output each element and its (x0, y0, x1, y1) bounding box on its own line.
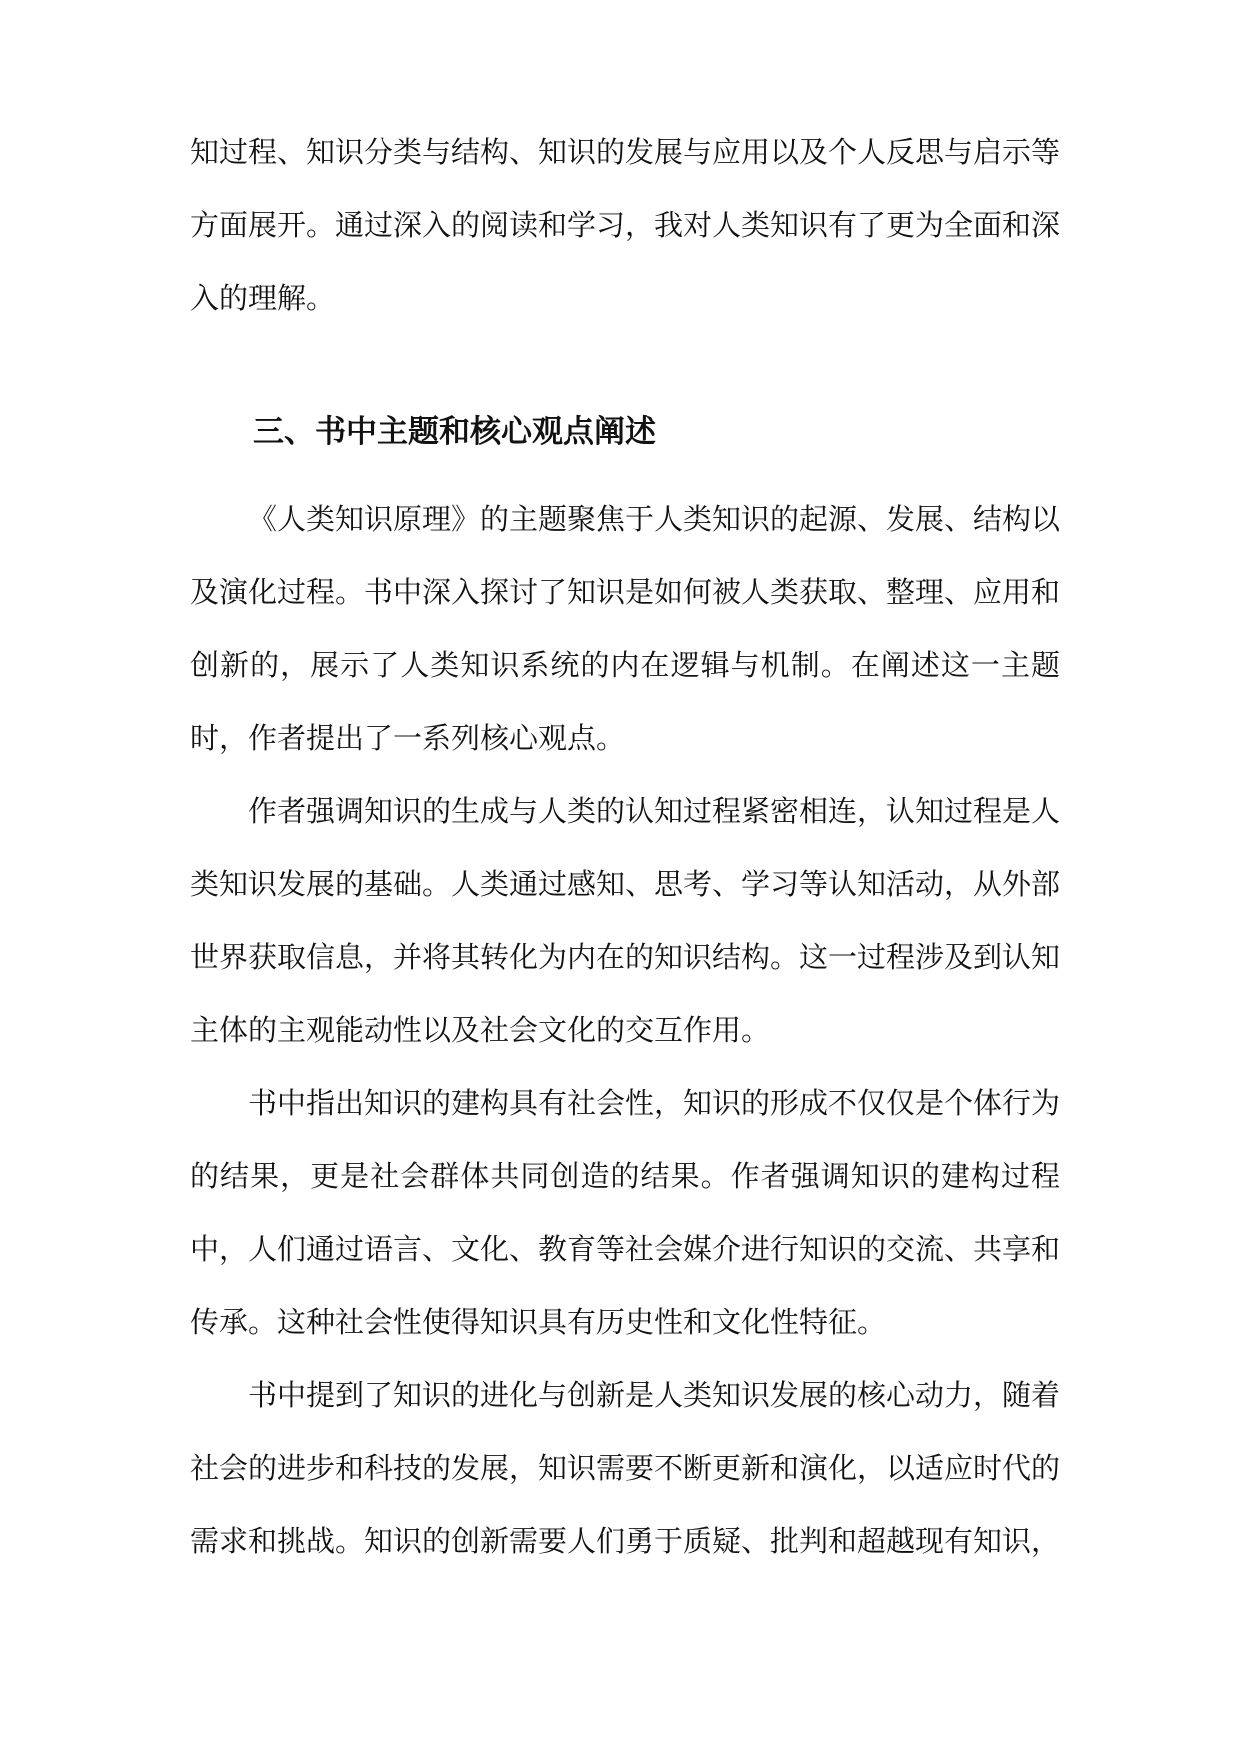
paragraph-theme: 《人类知识原理》的主题聚焦于人类知识的起源、发展、结构以及演化过程。书中深入探讨了知识是如何被人类获取、整理、应用和创新的，展示了人类知识系统的内在逻辑与机制。在阐述这一主题时，作者提出了一系列核心观点。 (190, 502, 1061, 755)
section-heading: 三、书中主题和核心观点阐述 (253, 414, 656, 450)
paragraph-intro: 知过程、知识分类与结构、知识的发展与应用以及个人反思与启示等方面展开。通过深入的阅读和学习，我对人类知识有了更为全面和深入的理解。 (190, 135, 1061, 315)
paragraph-innovation: 书中提到了知识的进化与创新是人类知识发展的核心动力，随着社会的进步和科技的发展，知识需要不断更新和演化，以适应时代的需求和挑战。知识的创新需要人们勇于质疑、批判和超越现有知识， (190, 1378, 1061, 1558)
paragraph-cognition: 作者强调知识的生成与人类的认知过程紧密相连，认知过程是人类知识发展的基础。人类通过感知、思考、学习等认知活动，从外部世界获取信息，并将其转化为内在的知识结构。这一过程涉及到认知主体的主观能动性以及社会文化的交互作用。 (190, 794, 1061, 1047)
paragraph-social: 书中指出知识的建构具有社会性，知识的形成不仅仅是个体行为的结果，更是社会群体共同创造的结果。作者强调知识的建构过程中，人们通过语言、文化、教育等社会媒介进行知识的交流、共享和传承。这种社会性使得知识具有历史性和文化性特征。 (190, 1086, 1061, 1339)
